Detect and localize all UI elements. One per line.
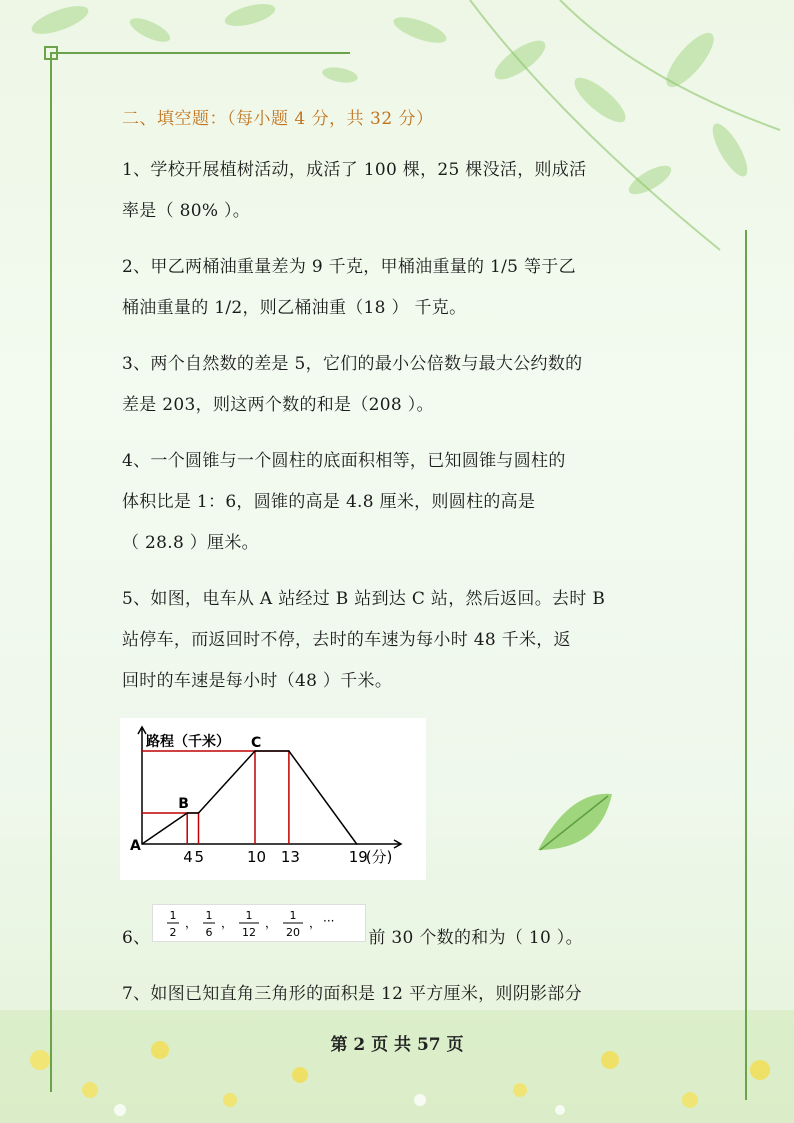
question-line: 差是 203，则这两个数的和是（208 ）。: [122, 395, 434, 415]
fraction-separator: ，: [265, 916, 278, 930]
data-point: [141, 843, 143, 845]
question-line: 站停车，而返回时不停，去时的车速为每小时 48 千米，返: [122, 630, 571, 650]
question-prefix: 6、: [122, 928, 151, 948]
fraction-denominator: 2: [169, 926, 177, 939]
fraction-ellipsis: ···: [323, 914, 335, 928]
x-tick-label: 13: [280, 848, 300, 866]
data-point: [198, 812, 200, 814]
page-footer: 第 2 页 共 57 页: [330, 1035, 464, 1055]
x-tick-label: 4: [183, 848, 193, 866]
question-line: 1、学校开展植树活动，成活了 100 棵，25 棵没活，则成活: [122, 160, 587, 180]
point-label-b: B: [178, 796, 189, 812]
x-tick-label: 5: [194, 848, 205, 866]
question-4: [122, 441, 678, 564]
question-line: 4、一个圆锥与一个圆柱的底面积相等，已知圆锥与圆柱的: [122, 451, 566, 471]
fraction-numerator: 1: [205, 909, 213, 922]
series-line: [142, 751, 357, 844]
data-point: [186, 812, 188, 814]
fraction-separator: ，: [221, 916, 234, 930]
frame-right-border: [745, 230, 747, 1100]
section-title: 二、填空题：（每小题 4 分，共 32 分）: [122, 109, 434, 129]
frame-top-border: [50, 52, 350, 54]
question-line: 桶油重量的 1/2，则乙桶油重（18 ） 千克。: [122, 298, 467, 318]
data-point: [288, 750, 290, 752]
fraction-numerator: 1: [289, 909, 297, 922]
fraction-numerator: 1: [169, 909, 177, 922]
fraction-denominator: 6: [205, 926, 213, 939]
question-1: [122, 150, 678, 232]
fraction-sequence-box: [152, 904, 366, 942]
fraction-sequence-svg: [153, 905, 365, 941]
fraction-numerator: 1: [245, 909, 253, 922]
question-7: [122, 974, 678, 1015]
point-label-c: C: [251, 735, 262, 751]
chart-svg: [120, 718, 426, 880]
question-line: 5、如图，电车从 A 站经过 B 站到达 C 站，然后返回。去时 B: [122, 589, 606, 609]
question-line: （ 28.8 ）厘米。: [122, 533, 259, 553]
question-line: 率是（ 80% ）。: [122, 201, 251, 221]
question-3: [122, 344, 678, 426]
question-line: 7、如图已知直角三角形的面积是 12 平方厘米，则阴影部分: [122, 984, 582, 1004]
fraction-denominator: 20: [286, 926, 300, 939]
x-axis-unit: (分): [365, 848, 393, 866]
distance-time-chart: [120, 718, 426, 880]
point-label-a: A: [130, 838, 141, 854]
x-tick-label: 10: [247, 848, 267, 866]
x-tick-label: 19: [348, 848, 368, 866]
fraction-separator: ，: [309, 916, 322, 930]
fraction-separator: ，: [185, 916, 198, 930]
question-line: 2、甲乙两桶油重量差为 9 千克，甲桶油重量的 1/5 等于乙: [122, 257, 576, 277]
question-5: [122, 579, 678, 702]
fraction-denominator: 12: [242, 926, 256, 939]
question-line: 3、两个自然数的差是 5，它们的最小公倍数与最大公约数的: [122, 354, 583, 374]
question-2: [122, 247, 678, 329]
question-suffix: 前 30 个数的和为（ 10 ）。: [368, 928, 583, 948]
frame-corner-mark: [44, 46, 58, 60]
data-point: [356, 843, 358, 845]
y-axis-label: 路程（千米）: [146, 734, 230, 750]
question-line: 体积比是 1：6，圆锥的高是 4.8 厘米，则圆柱的高是: [122, 492, 536, 512]
frame-left-border: [50, 52, 52, 1092]
question-line: 回时的车速是每小时（48 ）千米。: [122, 671, 393, 691]
